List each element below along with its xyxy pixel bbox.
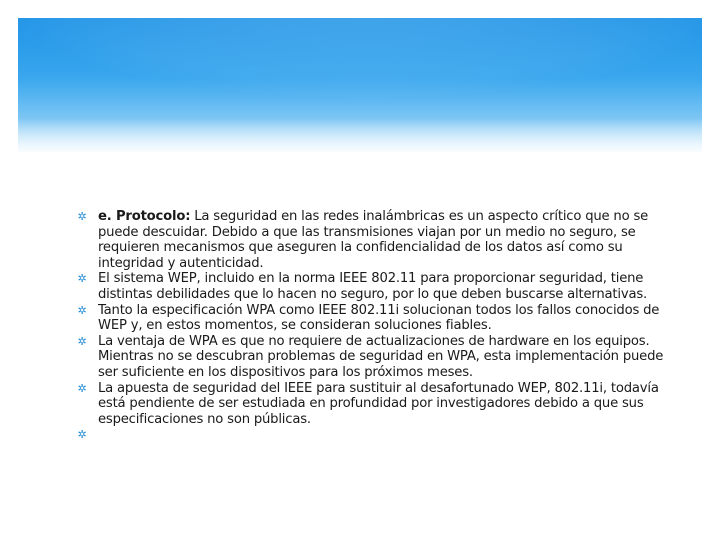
bullet-item-empty — [76, 427, 676, 443]
bullet-item — [76, 334, 676, 381]
asterisk-icon: ✲ — [77, 272, 87, 286]
asterisk-icon: ✲ — [77, 303, 87, 317]
bullet-item — [76, 271, 676, 302]
asterisk-icon: ✲ — [77, 381, 87, 395]
asterisk-icon: ✲ — [77, 334, 87, 348]
bullet-item — [76, 381, 676, 428]
bullet-item — [76, 209, 676, 271]
asterisk-icon: ✲ — [77, 428, 87, 442]
bullet-text: Tanto la especificación WPA como IEEE 802.11i solucionan todos los fallos conocidos de WEP y, en estos momentos, se consideran soluciones fiables. — [98, 302, 660, 334]
slide-body — [76, 209, 676, 443]
asterisk-icon: ✲ — [77, 210, 87, 223]
banner-fade — [18, 118, 702, 152]
bullet-text: La ventaja de WPA es que no requiere de actualizaciones de hardware en los equipos. Mientras no se descubran problemas de seguridad en WPA, esta implementación puede ser suficiente en los dispositivos para los próximos meses. — [98, 333, 664, 380]
bullet-text: La seguridad en las redes inalámbricas es un aspecto crítico que no se puede descuidar. Debido a que las transmisiones viajan por un medio no seguro, se requieren mecanismos que aseguren la confidencialidad de los datos así como su integridad y autenticidad. — [98, 209, 649, 271]
bullet-lead: e. Protocolo: — [98, 209, 191, 224]
bullet-item — [76, 303, 676, 334]
bullet-list — [76, 209, 676, 443]
banner-gloss — [18, 18, 702, 98]
bullet-text: El sistema WEP, incluido en la norma IEEE 802.11 para proporcionar seguridad, tiene distintas debilidades que lo hacen no seguro, por lo que deben buscarse alternativas. — [98, 271, 647, 302]
bullet-text: La apuesta de seguridad del IEEE para sustituir al desafortunado WEP, 802.11i, todavía está pendiente de ser estudiada en profundidad por investigadores debido a que sus especificaciones no son públicas. — [98, 380, 659, 427]
header-banner — [18, 18, 702, 152]
